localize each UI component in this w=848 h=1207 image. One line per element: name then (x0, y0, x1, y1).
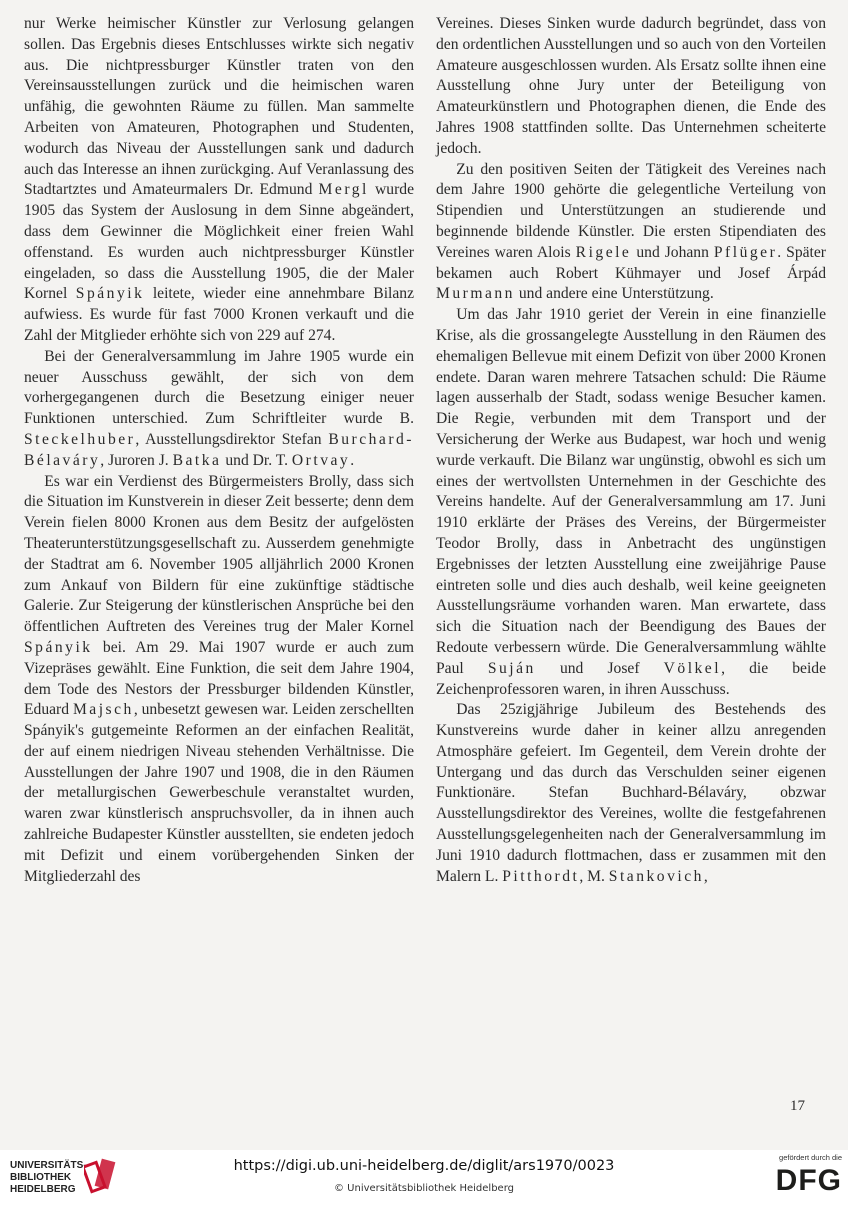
spaced-name: Batka (172, 451, 222, 469)
spaced-name: Pflüger (713, 243, 778, 261)
viewer-footer (0, 1150, 848, 1207)
spaced-name: Stankovich (608, 867, 704, 885)
paragraph: nur Werke heimischer Künstler zur Verlosung gelangen sollen. Das Ergebnis dieses Entschlusses wirkte sich negativ aus. Die nichtpressburger Künstler traten von den Vereinsausstellungen zurück und die heimischen waren unfähig, die gewohnten Räume zu füllen. Man sammelte Arbeiten von Amateuren, Photographen und Studenten, wodurch das Niveau der Ausstellungen sank und dadurch auch das Interesse an ihnen zurückging. Auf Veranlassung des Stadtartztes und Amateurmalers Dr. Edmund Mergl wurde 1905 das System der Auslosung in dem Sinne abgeändert, dass dem Gewinner die Möglichkeit einer freien Wahl offenstand. Es wurden auch nichtpressburger Künstler eingeladen, so dass die Ausstellung 1905, die der Maler Kornel Spányik leitete, wieder eine annehmbare Bilanz aufwiess. Es wurde für fast 7000 Kronen verkauft und die Zahl der Mitglieder erhöhte sich von 229 auf 274. (24, 15, 414, 344)
paragraph: Das 25zigjährige Jubileum des Bestehends des Kunstvereins wurde daher in keiner allzu anregenden Atmosphäre gefeiert. Im Gegenteil, dem Verein drohte der Untergang und das durch das Verschulden seiner eigenen Funktionäre. Stefan Buchhard-Bélaváry, obzwar Ausstellungsdirektor des Vereines, wollte die festgefahrenen Ausstellungsgelegenheiten nach der Generalversammlung im Juni 1910 dadurch flottmachen, dass er zusammen mit den Malern L. Pitthordt, M. Stankovich, (436, 701, 826, 885)
spaced-name: Rigele (575, 243, 632, 261)
library-logo-text[interactable]: UNIVERSITÄTS- BIBLIOTHEK HEIDELBERG (10, 1160, 87, 1195)
spaced-name: Völkel (663, 659, 722, 677)
spaced-name: Suján (487, 659, 536, 677)
source-url-link[interactable]: https://digi.ub.uni-heidelberg.de/diglit/ars1970/0023 (233, 1158, 615, 1174)
library-logo-icon (84, 1156, 118, 1196)
paragraph: Um das Jahr 1910 geriet der Verein in eine finanzielle Krise, als die grossangelegte Ausstellung in den Räumen des ehemaligen Bellevue mit einem Defizit von über 2000 Kronen endete. Daran waren mehrere Tatsachen schuld: Die Räume lagen ausserhalb der Stadt, sodass wenige Besucher kamen. Die Regie, verbunden mit dem Transport und der Versicherung der Werke aus Budapest, war hoch und wenig wurde verkauft. Die Bilanz war ungünstig, obwohl es sich um eines der wertvollsten Unternehmen in der Geschichte des Vereins handelte. Auf der Generalversammlung am 17. Juni 1910 erklärte der Präses des Vereins, der Bürgermeister Teodor Brolly, dass in Anbetracht des ungünstigen Ergebnisses der letzten Ausstellung eine zweijährige Pause eintreten solle und dies auch deshalb, weil keine geeigneten Ausstellungsräume vorhanden waren. Man erwartete, dass sich die Situation nach der Beendigung des Baues der Redoute verbessern würde. Die Generalversammlung wählte Paul Suján und Josef Völkel, die beide Zeichenprofessoren waren, in ihren Ausschuss. (436, 306, 827, 698)
spaced-name: Pitthordt (502, 867, 580, 885)
funding-note: gefördert durch die (779, 1153, 842, 1162)
spaced-name: Ortvay (291, 451, 351, 469)
paragraph: Es war ein Verdienst des Bürgermeisters Brolly, dass sich die Situation im Kunstverein in dieser Zeit besserte; denn dem Verein fielen 8000 Kronen aus dem Besitz der aufgelösten Theaterunterstützungsgesellschaft zu. Ausserdem genehmigte der Stadtrat am 6. November 1905 alljährlich 2000 Kronen zum Ankauf von Bildern für eine zukünftige städtische Galerie. Zur Steigerung der künstlerischen Ansprüche bei den öffentlichen Auftreten des Vereines trug der Maler Kornel Spányik bei. Am 29. Mai 1907 wurde er auch zum Vizepräses gewählt. Eine Funktion, die seit dem Jahre 1904, dem Tode des Nestors der Pressburger bildenden Künstler, Eduard Majsch, unbesetzt gewesen war. Leiden zerschellten Spányik's gutgemeinte Reformen an der einfachen Realität, der auf einem niedrigen Niveau stehenden Verhältnisse. Die Ausstellungen der Jahre 1907 und 1908, die in den Räumen der metallurgischen Gewerbeschule veranstaltet wurden, waren zwar künstlerisch anspruchsvoller, da in ihnen auch zahlreiche Budapester Künstler ausstellten, sie endeten jedoch mit Defizit und einem vorübergehenden Sinken der Mitgliederzahl des (24, 472, 414, 885)
page-number: 17 (790, 1098, 805, 1114)
left-text-column (24, 14, 414, 887)
right-text-column (436, 14, 826, 887)
dfg-logo[interactable]: DFG (775, 1164, 842, 1197)
spaced-name: Steckelhuber (24, 430, 136, 448)
paragraph: Vereines. Dieses Sinken wurde dadurch begründet, dass von den ordentlichen Ausstellungen und so auch von den Vorteilen Amateure ausgeschlossen wurden. Als Ersatz sollte ihnen eine Ausstellung ohne Jury unter der Beteiligung von Amateurkünstlern und Photographen dienen, die Ende des Jahres 1908 stattfinden sollte. Das Unternehmen scheiterte jedoch. (436, 15, 826, 157)
spaced-name: Spányik (24, 638, 93, 656)
paragraph: Zu den positiven Seiten der Tätigkeit des Vereines nach dem Jahre 1900 gehörte die gelegentliche Verteilung von Stipendien und Unterstützungen an studierende und beginnende bildende Künstler. Die ersten Stipendiaten des Vereines waren Alois Rigele und Johann Pflüger. Später bekamen auch Robert Kühmayer und Josef Árpád Murmann und andere eine Unterstützung. (436, 160, 827, 303)
spaced-name: Spányik (75, 285, 145, 303)
spaced-name: Burchard-Bélaváry (24, 430, 414, 469)
paragraph: Bei der Generalversammlung im Jahre 1905 wurde ein neuer Ausschuss gewählt, der sich von dem vorhergegangenen durch die Besetzung einiger neuer Funktionen unterschied. Zum Schriftleiter wurde B. Steckelhuber, Ausstellungsdirektor Stefan Burchard-Bélaváry, Juroren J. Batka und Dr. T. Ortvay. (24, 347, 414, 469)
spaced-name: Murmann (436, 285, 515, 303)
spaced-name: Majsch (72, 701, 134, 719)
spaced-name: Mergl (318, 181, 369, 199)
copyright-notice: © Universitätsbibliothek Heidelberg (333, 1183, 514, 1194)
